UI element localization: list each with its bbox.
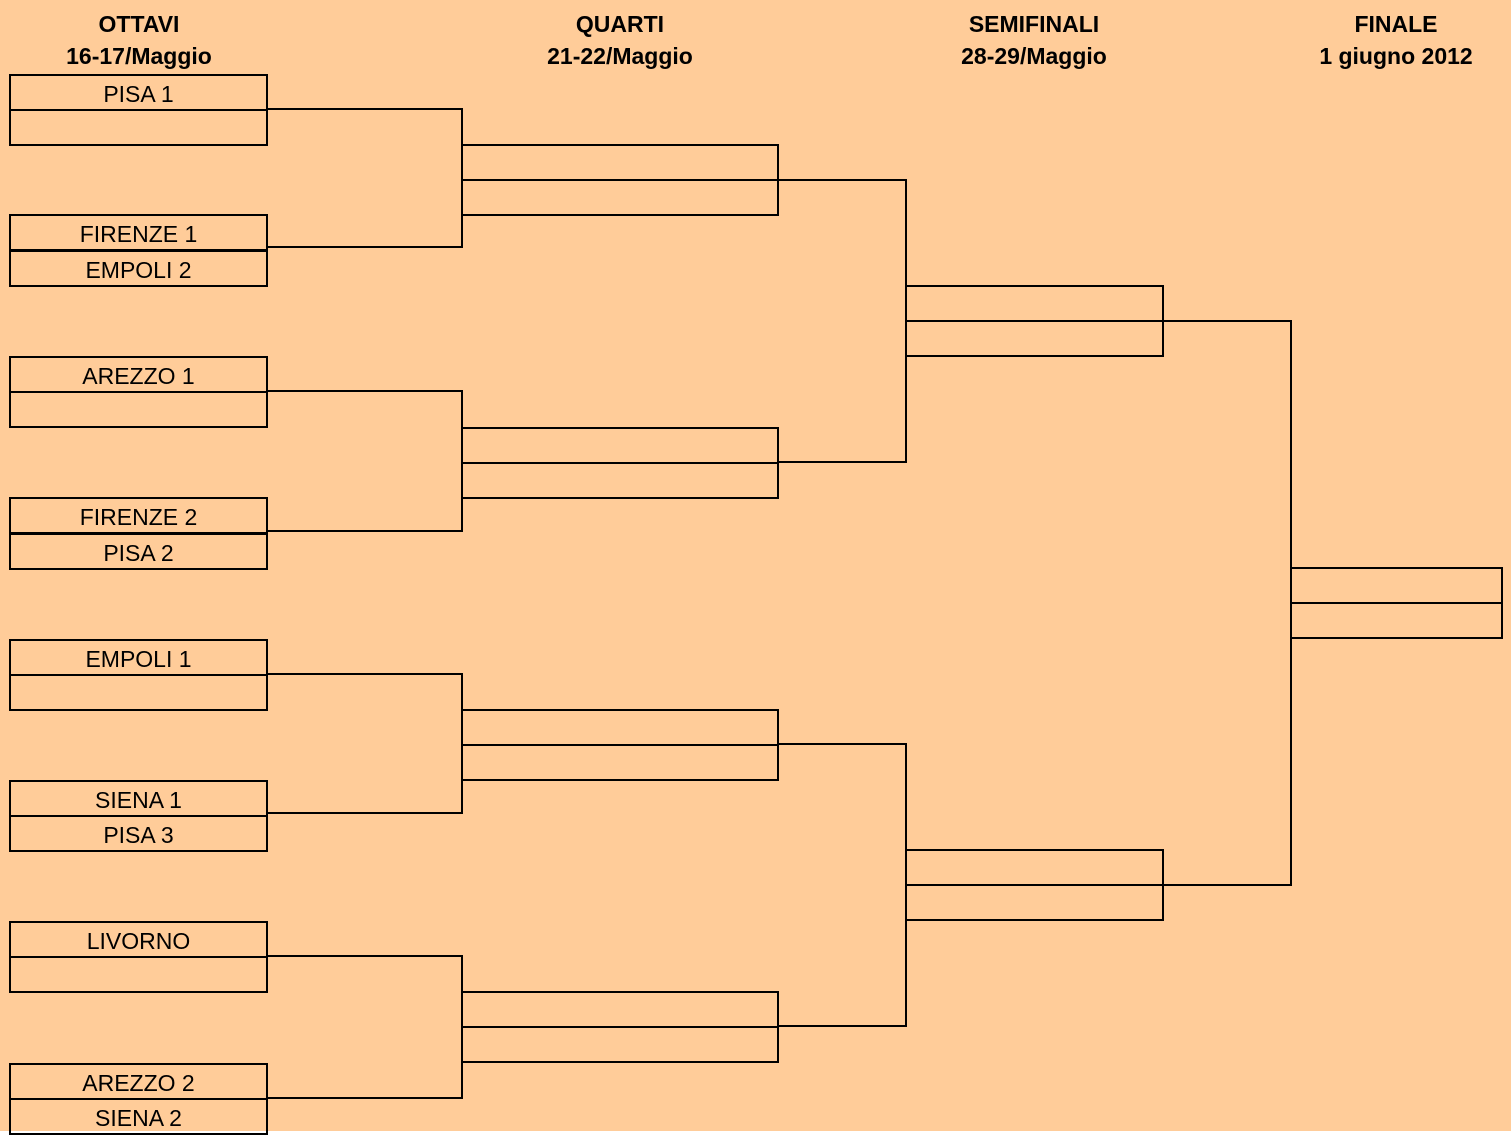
ottavi-slot: EMPOLI 2 xyxy=(9,250,268,287)
semifinali-slot xyxy=(905,884,1164,921)
round-name: OTTAVI xyxy=(98,11,180,37)
quarti-slot xyxy=(461,709,779,746)
finale-slot xyxy=(1290,602,1503,639)
ottavi-slot xyxy=(9,391,268,428)
connector-q2 xyxy=(779,744,906,1026)
quarti-slot xyxy=(461,427,779,464)
quarti-slot xyxy=(461,991,779,1028)
ottavi-slot: FIRENZE 1 xyxy=(9,214,268,251)
quarti-slot xyxy=(461,179,779,216)
ottavi-slot: SIENA 2 xyxy=(9,1098,268,1135)
ottavi-slot: PISA 2 xyxy=(9,533,268,570)
semifinali-slot xyxy=(905,285,1164,322)
round-name: SEMIFINALI xyxy=(968,11,1100,37)
quarti-slot xyxy=(461,1026,779,1063)
ottavi-slot: PISA 1 xyxy=(9,74,268,111)
round-name: QUARTI xyxy=(575,11,665,37)
connector-q1 xyxy=(779,180,906,462)
ottavi-slot: FIRENZE 2 xyxy=(9,497,268,534)
finale-slot xyxy=(1290,567,1503,604)
connector-o1 xyxy=(268,109,462,247)
ottavi-slot: EMPOLI 1 xyxy=(9,639,268,676)
semifinali-slot xyxy=(905,320,1164,357)
connector-o4 xyxy=(268,956,462,1098)
connector-o3 xyxy=(268,674,462,813)
round-dates: 1 giugno 2012 xyxy=(1319,43,1473,69)
quarti-slot xyxy=(461,744,779,781)
connector-s1 xyxy=(1164,321,1291,885)
ottavi-slot: PISA 3 xyxy=(9,815,268,852)
ottavi-slot xyxy=(9,674,268,711)
ottavi-slot xyxy=(9,109,268,146)
semifinali-slot xyxy=(905,849,1164,886)
ottavi-slot: AREZZO 1 xyxy=(9,356,268,393)
ottavi-slot: LIVORNO xyxy=(9,921,268,958)
round-name: FINALE xyxy=(1354,11,1438,37)
round-dates: 28-29/Maggio xyxy=(961,43,1107,69)
connector-o2 xyxy=(268,391,462,531)
ottavi-slot xyxy=(9,956,268,993)
quarti-slot xyxy=(461,144,779,181)
round-dates: 16-17/Maggio xyxy=(66,43,212,69)
round-dates: 21-22/Maggio xyxy=(547,43,693,69)
quarti-slot xyxy=(461,462,779,499)
ottavi-slot: SIENA 1 xyxy=(9,780,268,817)
ottavi-slot: AREZZO 2 xyxy=(9,1063,268,1100)
